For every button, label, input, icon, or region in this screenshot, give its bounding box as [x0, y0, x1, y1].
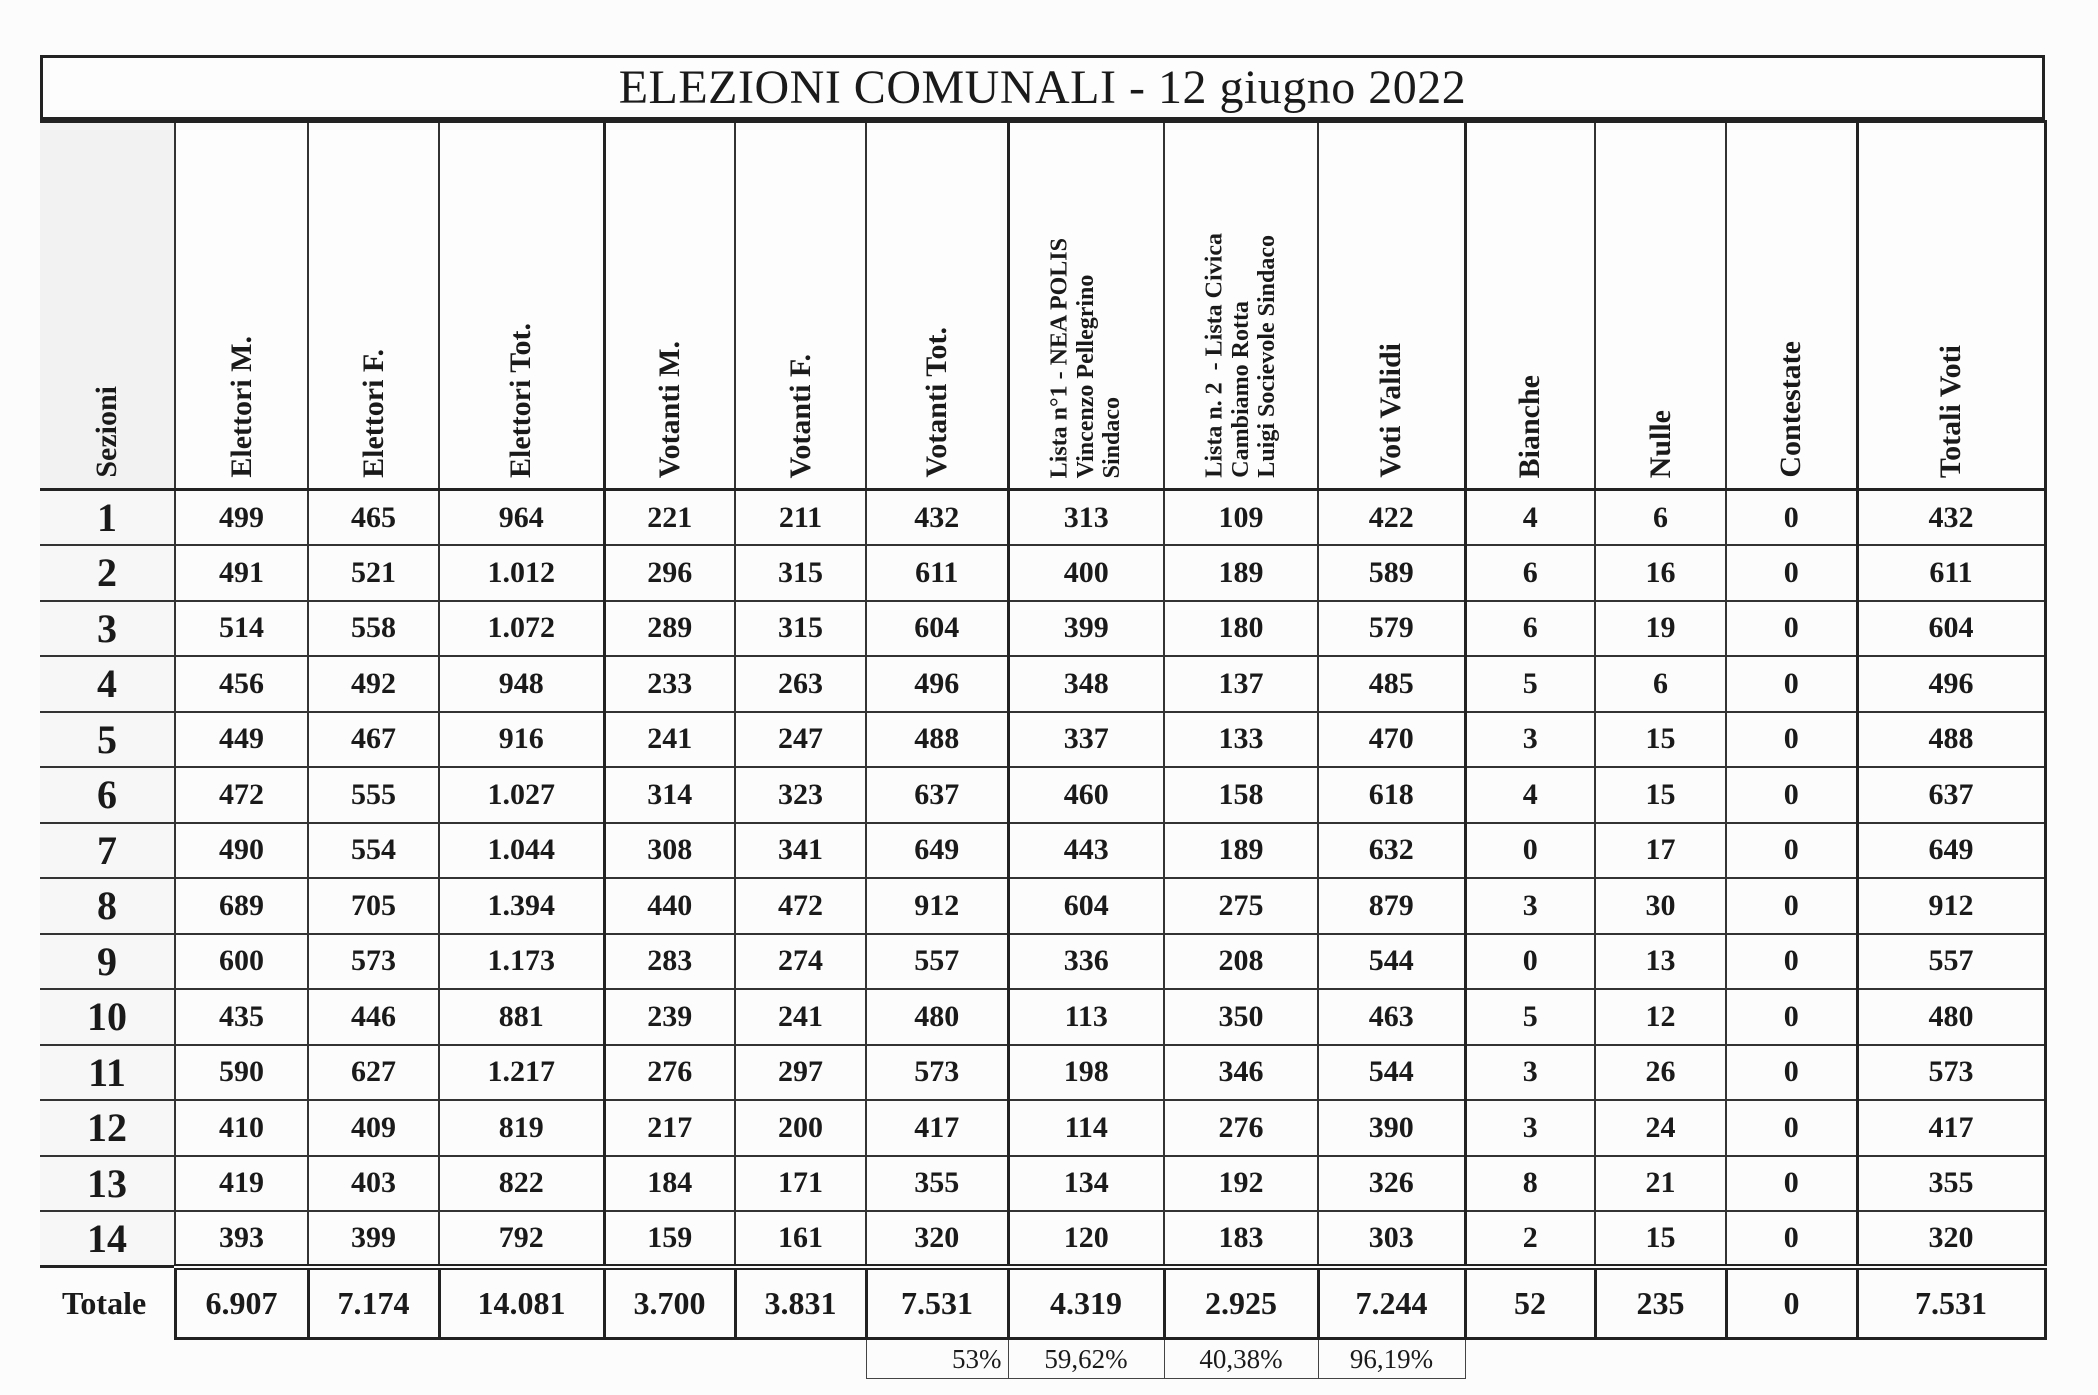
total-elettori-tot: 14.081: [439, 1267, 604, 1339]
lista-1-cell: 443: [1008, 823, 1164, 879]
voti-validi-cell: 544: [1318, 934, 1465, 990]
contestate-cell: 0: [1726, 1045, 1857, 1101]
nulle-cell: 17: [1595, 823, 1726, 879]
sezione-number: 3: [40, 601, 175, 657]
bianche-cell: 2: [1465, 1211, 1595, 1267]
votanti-f-cell: 211: [735, 490, 866, 546]
contestate-cell: 0: [1726, 712, 1857, 768]
totali-voti-cell: 649: [1857, 823, 2045, 879]
elettori-m-cell: 435: [175, 989, 308, 1045]
bianche-cell: 4: [1465, 767, 1595, 823]
elettori-tot-cell: 1.044: [439, 823, 604, 879]
votanti-tot-cell: 355: [866, 1156, 1008, 1212]
elettori-tot-cell: 916: [439, 712, 604, 768]
votanti-f-cell: 161: [735, 1211, 866, 1267]
contestate-cell: 0: [1726, 823, 1857, 879]
header-totali-voti: [1857, 122, 2045, 490]
document-title: ELEZIONI COMUNALI - 12 giugno 2022: [40, 55, 2045, 120]
elettori-f-cell: 467: [308, 712, 439, 768]
pct-lista-1: 59,62%: [1008, 1339, 1164, 1379]
empty-cell: [40, 1339, 175, 1379]
votanti-f-cell: 171: [735, 1156, 866, 1212]
empty-cell: [604, 1339, 735, 1379]
nulle-cell: 6: [1595, 656, 1726, 712]
votanti-tot-cell: 480: [866, 989, 1008, 1045]
total-lista-2: 2.925: [1164, 1267, 1318, 1339]
bianche-cell: 8: [1465, 1156, 1595, 1212]
total-nulle: 235: [1595, 1267, 1726, 1339]
table-row: [40, 1045, 2045, 1101]
voti-validi-cell: 589: [1318, 545, 1465, 601]
header-votanti-tot: [866, 122, 1008, 490]
lista-1-cell: 198: [1008, 1045, 1164, 1101]
votanti-tot-cell: 611: [866, 545, 1008, 601]
voti-validi-cell: 632: [1318, 823, 1465, 879]
voti-validi-cell: 390: [1318, 1100, 1465, 1156]
sezione-number: 10: [40, 989, 175, 1045]
sezione-number: 14: [40, 1211, 175, 1267]
bianche-cell: 0: [1465, 823, 1595, 879]
totali-voti-cell: 557: [1857, 934, 2045, 990]
header-lista-1-label: Lista n°1 - NEA POLIS Vincenzo Pellegrino Sindaco: [1046, 237, 1126, 478]
lista-2-cell: 350: [1164, 989, 1318, 1045]
votanti-f-cell: 315: [735, 545, 866, 601]
total-contestate: 0: [1726, 1267, 1857, 1339]
elettori-f-cell: 521: [308, 545, 439, 601]
elettori-m-cell: 689: [175, 878, 308, 934]
elettori-m-cell: 419: [175, 1156, 308, 1212]
table-row: [40, 878, 2045, 934]
sezione-number: 8: [40, 878, 175, 934]
table-row: [40, 767, 2045, 823]
total-totali-voti: 7.531: [1857, 1267, 2045, 1339]
contestate-cell: 0: [1726, 1156, 1857, 1212]
nulle-cell: 12: [1595, 989, 1726, 1045]
lista-2-cell: 346: [1164, 1045, 1318, 1101]
header-row: [40, 122, 2045, 490]
contestate-cell: 0: [1726, 601, 1857, 657]
lista-1-cell: 460: [1008, 767, 1164, 823]
elettori-f-cell: 446: [308, 989, 439, 1045]
table-row: [40, 1156, 2045, 1212]
votanti-m-cell: 276: [604, 1045, 735, 1101]
sezione-number: 1: [40, 490, 175, 546]
header-sezioni: [40, 122, 175, 490]
elettori-m-cell: 410: [175, 1100, 308, 1156]
lista-1-cell: 400: [1008, 545, 1164, 601]
header-votanti-f: [735, 122, 866, 490]
lista-1-cell: 120: [1008, 1211, 1164, 1267]
bianche-cell: 3: [1465, 1100, 1595, 1156]
header-elettori-m: [175, 122, 308, 490]
votanti-m-cell: 159: [604, 1211, 735, 1267]
table-row: [40, 934, 2045, 990]
voti-validi-cell: 579: [1318, 601, 1465, 657]
sezione-number: 4: [40, 656, 175, 712]
pct-voti-validi: 96,19%: [1318, 1339, 1465, 1379]
empty-cell: [1726, 1339, 1857, 1379]
totali-voti-cell: 637: [1857, 767, 2045, 823]
nulle-cell: 6: [1595, 490, 1726, 546]
header-votanti-tot-label: Votanti Tot.: [919, 327, 953, 478]
bianche-cell: 3: [1465, 878, 1595, 934]
votanti-tot-cell: 649: [866, 823, 1008, 879]
lista-1-cell: 336: [1008, 934, 1164, 990]
elettori-f-cell: 465: [308, 490, 439, 546]
header-votanti-m-label: Votanti M.: [652, 340, 686, 478]
lista-2-cell: 183: [1164, 1211, 1318, 1267]
lista-2-cell: 180: [1164, 601, 1318, 657]
lista-2-cell: 133: [1164, 712, 1318, 768]
sezione-number: 5: [40, 712, 175, 768]
votanti-tot-cell: 573: [866, 1045, 1008, 1101]
lista-2-cell: 192: [1164, 1156, 1318, 1212]
votanti-m-cell: 296: [604, 545, 735, 601]
elettori-tot-cell: 964: [439, 490, 604, 546]
elettori-tot-cell: 1.012: [439, 545, 604, 601]
total-votanti-m: 3.700: [604, 1267, 735, 1339]
votanti-m-cell: 241: [604, 712, 735, 768]
votanti-tot-cell: 488: [866, 712, 1008, 768]
results-table: [40, 120, 2047, 1379]
pct-votanti: 53%: [866, 1339, 1008, 1379]
header-elettori-tot-label: Elettori Tot.: [504, 323, 538, 478]
header-elettori-m-label: Elettori M.: [224, 336, 258, 478]
contestate-cell: 0: [1726, 656, 1857, 712]
elettori-m-cell: 514: [175, 601, 308, 657]
votanti-m-cell: 221: [604, 490, 735, 546]
votanti-m-cell: 283: [604, 934, 735, 990]
voti-validi-cell: 470: [1318, 712, 1465, 768]
bianche-cell: 6: [1465, 601, 1595, 657]
elettori-f-cell: 573: [308, 934, 439, 990]
elettori-tot-cell: 1.217: [439, 1045, 604, 1101]
elettori-m-cell: 499: [175, 490, 308, 546]
contestate-cell: 0: [1726, 490, 1857, 546]
sezione-number: 7: [40, 823, 175, 879]
elettori-f-cell: 492: [308, 656, 439, 712]
elettori-tot-cell: 1.394: [439, 878, 604, 934]
totali-voti-cell: 912: [1857, 878, 2045, 934]
lista-1-cell: 313: [1008, 490, 1164, 546]
lista-2-cell: 189: [1164, 823, 1318, 879]
bianche-cell: 3: [1465, 712, 1595, 768]
lista-1-cell: 113: [1008, 989, 1164, 1045]
nulle-cell: 21: [1595, 1156, 1726, 1212]
votanti-f-cell: 200: [735, 1100, 866, 1156]
elettori-f-cell: 403: [308, 1156, 439, 1212]
elettori-m-cell: 472: [175, 767, 308, 823]
elettori-tot-cell: 1.027: [439, 767, 604, 823]
empty-cell: [1857, 1339, 2045, 1379]
votanti-m-cell: 289: [604, 601, 735, 657]
elettori-m-cell: 456: [175, 656, 308, 712]
votanti-m-cell: 239: [604, 989, 735, 1045]
header-sezioni-label: Sezioni: [90, 386, 123, 478]
lista-1-cell: 114: [1008, 1100, 1164, 1156]
elettori-f-cell: 555: [308, 767, 439, 823]
voti-validi-cell: 326: [1318, 1156, 1465, 1212]
contestate-cell: 0: [1726, 1211, 1857, 1267]
bianche-cell: 6: [1465, 545, 1595, 601]
nulle-cell: 19: [1595, 601, 1726, 657]
header-votanti-f-label: Votanti F.: [783, 353, 817, 478]
elettori-tot-cell: 1.072: [439, 601, 604, 657]
table-row: [40, 989, 2045, 1045]
totali-voti-cell: 417: [1857, 1100, 2045, 1156]
elettori-f-cell: 399: [308, 1211, 439, 1267]
totali-voti-cell: 604: [1857, 601, 2045, 657]
contestate-cell: 0: [1726, 934, 1857, 990]
votanti-tot-cell: 496: [866, 656, 1008, 712]
votanti-m-cell: 184: [604, 1156, 735, 1212]
header-lista-2: [1164, 122, 1318, 490]
sezione-number: 6: [40, 767, 175, 823]
totali-voti-cell: 573: [1857, 1045, 2045, 1101]
header-nulle-label: Nulle: [1643, 409, 1677, 478]
elettori-tot-cell: 819: [439, 1100, 604, 1156]
nulle-cell: 15: [1595, 767, 1726, 823]
header-bianche: [1465, 122, 1595, 490]
empty-cell: [439, 1339, 604, 1379]
lista-1-cell: 604: [1008, 878, 1164, 934]
bianche-cell: 4: [1465, 490, 1595, 546]
totale-label: Totale: [40, 1267, 175, 1339]
total-elettori-m: 6.907: [175, 1267, 308, 1339]
header-elettori-tot: [439, 122, 604, 490]
votanti-tot-cell: 432: [866, 490, 1008, 546]
contestate-cell: 0: [1726, 878, 1857, 934]
votanti-f-cell: 297: [735, 1045, 866, 1101]
total-bianche: 52: [1465, 1267, 1595, 1339]
elettori-m-cell: 491: [175, 545, 308, 601]
votanti-tot-cell: 637: [866, 767, 1008, 823]
lista-1-cell: 134: [1008, 1156, 1164, 1212]
header-voti-validi: [1318, 122, 1465, 490]
voti-validi-cell: 618: [1318, 767, 1465, 823]
contestate-cell: 0: [1726, 989, 1857, 1045]
lista-2-cell: 109: [1164, 490, 1318, 546]
table-row: [40, 1211, 2045, 1267]
elettori-m-cell: 490: [175, 823, 308, 879]
totali-voti-cell: 355: [1857, 1156, 2045, 1212]
lista-2-cell: 208: [1164, 934, 1318, 990]
totali-voti-cell: 496: [1857, 656, 2045, 712]
header-lista-2-label: Lista n. 2 - Lista Civica Cambiamo Rotta Luigi Socievole Sindaco: [1201, 233, 1281, 478]
votanti-tot-cell: 320: [866, 1211, 1008, 1267]
header-bianche-label: Bianche: [1513, 374, 1547, 478]
header-nulle: [1595, 122, 1726, 490]
lista-2-cell: 276: [1164, 1100, 1318, 1156]
empty-cell: [308, 1339, 439, 1379]
lista-1-cell: 337: [1008, 712, 1164, 768]
header-contestate-label: Contestate: [1774, 341, 1808, 478]
nulle-cell: 16: [1595, 545, 1726, 601]
elettori-tot-cell: 881: [439, 989, 604, 1045]
voti-validi-cell: 879: [1318, 878, 1465, 934]
table-row: [40, 601, 2045, 657]
table-row: [40, 490, 2045, 546]
elettori-m-cell: 393: [175, 1211, 308, 1267]
total-voti-validi: 7.244: [1318, 1267, 1465, 1339]
votanti-tot-cell: 912: [866, 878, 1008, 934]
elettori-f-cell: 558: [308, 601, 439, 657]
votanti-f-cell: 247: [735, 712, 866, 768]
elettori-m-cell: 449: [175, 712, 308, 768]
sezione-number: 13: [40, 1156, 175, 1212]
votanti-m-cell: 217: [604, 1100, 735, 1156]
lista-2-cell: 275: [1164, 878, 1318, 934]
votanti-f-cell: 263: [735, 656, 866, 712]
votanti-m-cell: 440: [604, 878, 735, 934]
lista-2-cell: 158: [1164, 767, 1318, 823]
empty-cell: [1595, 1339, 1726, 1379]
votanti-tot-cell: 557: [866, 934, 1008, 990]
votanti-m-cell: 233: [604, 656, 735, 712]
voti-validi-cell: 485: [1318, 656, 1465, 712]
total-votanti-tot: 7.531: [866, 1267, 1008, 1339]
nulle-cell: 15: [1595, 712, 1726, 768]
nulle-cell: 15: [1595, 1211, 1726, 1267]
elettori-m-cell: 600: [175, 934, 308, 990]
elettori-f-cell: 705: [308, 878, 439, 934]
elettori-f-cell: 409: [308, 1100, 439, 1156]
votanti-tot-cell: 604: [866, 601, 1008, 657]
elettori-tot-cell: 948: [439, 656, 604, 712]
header-lista-1: [1008, 122, 1164, 490]
voti-validi-cell: 544: [1318, 1045, 1465, 1101]
table-row: [40, 712, 2045, 768]
lista-1-cell: 348: [1008, 656, 1164, 712]
total-elettori-f: 7.174: [308, 1267, 439, 1339]
bianche-cell: 3: [1465, 1045, 1595, 1101]
header-elettori-f-label: Elettori F.: [356, 349, 390, 478]
header-votanti-m: [604, 122, 735, 490]
bianche-cell: 5: [1465, 989, 1595, 1045]
table-row: [40, 1100, 2045, 1156]
votanti-f-cell: 472: [735, 878, 866, 934]
voti-validi-cell: 463: [1318, 989, 1465, 1045]
bianche-cell: 0: [1465, 934, 1595, 990]
header-voti-validi-label: Voti Validi: [1374, 343, 1408, 478]
sezione-number: 12: [40, 1100, 175, 1156]
sezione-number: 9: [40, 934, 175, 990]
sezione-number: 11: [40, 1045, 175, 1101]
voti-validi-cell: 422: [1318, 490, 1465, 546]
totali-voti-cell: 320: [1857, 1211, 2045, 1267]
elettori-m-cell: 590: [175, 1045, 308, 1101]
votanti-m-cell: 314: [604, 767, 735, 823]
nulle-cell: 30: [1595, 878, 1726, 934]
empty-cell: [175, 1339, 308, 1379]
votanti-tot-cell: 417: [866, 1100, 1008, 1156]
lista-2-cell: 137: [1164, 656, 1318, 712]
percentages-row: [40, 1339, 2045, 1379]
elettori-f-cell: 554: [308, 823, 439, 879]
votanti-f-cell: 241: [735, 989, 866, 1045]
votanti-f-cell: 274: [735, 934, 866, 990]
total-votanti-f: 3.831: [735, 1267, 866, 1339]
lista-1-cell: 399: [1008, 601, 1164, 657]
elettori-tot-cell: 1.173: [439, 934, 604, 990]
elettori-tot-cell: 822: [439, 1156, 604, 1212]
nulle-cell: 13: [1595, 934, 1726, 990]
votanti-f-cell: 315: [735, 601, 866, 657]
table-row: [40, 823, 2045, 879]
totals-row: [40, 1267, 2045, 1339]
totali-voti-cell: 488: [1857, 712, 2045, 768]
votanti-f-cell: 323: [735, 767, 866, 823]
contestate-cell: 0: [1726, 767, 1857, 823]
lista-2-cell: 189: [1164, 545, 1318, 601]
nulle-cell: 26: [1595, 1045, 1726, 1101]
empty-cell: [1465, 1339, 1595, 1379]
header-elettori-f: [308, 122, 439, 490]
totali-voti-cell: 432: [1857, 490, 2045, 546]
pct-lista-2: 40,38%: [1164, 1339, 1318, 1379]
nulle-cell: 24: [1595, 1100, 1726, 1156]
contestate-cell: 0: [1726, 545, 1857, 601]
total-lista-1: 4.319: [1008, 1267, 1164, 1339]
contestate-cell: 0: [1726, 1100, 1857, 1156]
table-row: [40, 656, 2045, 712]
votanti-f-cell: 341: [735, 823, 866, 879]
empty-cell: [735, 1339, 866, 1379]
totali-voti-cell: 611: [1857, 545, 2045, 601]
sezione-number: 2: [40, 545, 175, 601]
elettori-f-cell: 627: [308, 1045, 439, 1101]
totali-voti-cell: 480: [1857, 989, 2045, 1045]
votanti-m-cell: 308: [604, 823, 735, 879]
voti-validi-cell: 303: [1318, 1211, 1465, 1267]
header-contestate: [1726, 122, 1857, 490]
table-row: [40, 545, 2045, 601]
elettori-tot-cell: 792: [439, 1211, 604, 1267]
header-totali-voti-label: Totali Voti: [1934, 344, 1967, 478]
bianche-cell: 5: [1465, 656, 1595, 712]
